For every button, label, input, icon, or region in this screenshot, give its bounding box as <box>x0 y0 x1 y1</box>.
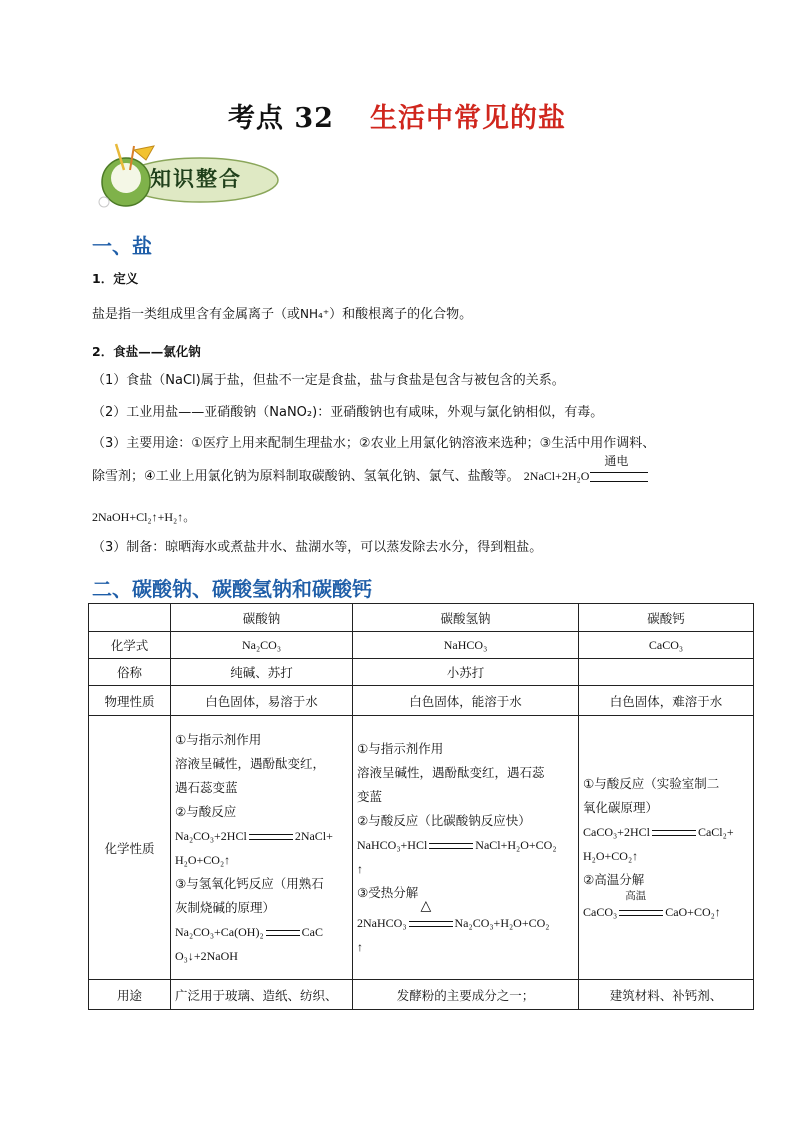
table-header-row <box>89 604 754 632</box>
text-line: ①与指示剂作用 <box>357 740 444 756</box>
high-temp-condition <box>617 889 665 924</box>
table-row <box>89 632 754 659</box>
header-cell <box>89 604 171 632</box>
table-cell: 小苏打 <box>353 659 579 686</box>
electrolysis-condition: 通电 <box>604 453 629 468</box>
salt-line-3b-text: 除雪剂；④工业上用氯化钠为原料制取碳酸钠、氢氧化钠、氯气、盐酸等。 <box>92 469 520 484</box>
text-line: ①与酸反应（实验室制二 <box>583 775 720 791</box>
eq-part: NaCl+H₂O+CO₂ <box>475 837 557 852</box>
text-line: ②高温分解 <box>583 871 645 887</box>
eq-part: NaHCO₃+HCl <box>357 837 428 852</box>
text-line: ③与氢氧化钙反应（用熟石 <box>175 875 324 891</box>
text-line: ②与酸反应（比碳酸钠反应快） <box>357 812 531 828</box>
eq-part: CaCl₂+ <box>697 824 734 839</box>
table-cell: 白色固体，难溶于水 <box>579 686 754 716</box>
title-name: 生活中常见的盐 <box>369 103 566 134</box>
electrolysis-eq-left: 2NaCl+2H₂O <box>523 469 590 483</box>
double-line-equals <box>619 910 663 916</box>
table-row <box>89 659 754 686</box>
eq-part: Na₂CO₃+H₂O+CO₂ <box>454 915 550 930</box>
double-line-equals <box>652 830 696 836</box>
salt-line-3a: （3）主要用途：①医疗上用来配制生理盐水；②农业上用氯化钠溶液来选种；③生活中用作调料、 <box>92 436 656 451</box>
equation-line: H₂O+CO₂↑ <box>175 852 231 867</box>
equation-line <box>583 820 749 844</box>
row-label: 化学式 <box>89 632 171 659</box>
salt-subheading: 2．食盐——氯化钠 <box>92 344 201 359</box>
row-label: 用途 <box>89 980 171 1010</box>
double-line-equals <box>590 453 648 482</box>
condition-label: 高温 <box>625 889 647 902</box>
equation-line <box>175 920 348 944</box>
equation-line: O₃↓+2NaOH <box>175 948 238 963</box>
table-row-chemical <box>89 716 754 980</box>
text-line: 溶液呈碱性，遇酚酞变红， <box>175 755 326 771</box>
double-line-equals <box>266 930 300 936</box>
header-cell: 碳酸钠 <box>171 604 353 632</box>
text-line: ①与指示剂作用 <box>175 731 262 747</box>
equation-line <box>357 897 574 935</box>
table-cell: NaHCO₃ <box>353 632 579 659</box>
eq-part: CaCO₃+2HCl <box>583 824 650 839</box>
table-cell: 白色固体，能溶于水 <box>353 686 579 716</box>
equation-line: ↑ <box>357 939 363 954</box>
eq-part: 2NaHCO₃ <box>357 915 407 930</box>
table-cell: 广泛用于玻璃、造纸、纺织、 <box>171 980 353 1010</box>
table-row <box>89 686 754 716</box>
carbonate-table <box>88 603 754 1010</box>
ammonium-ion: NH₄⁺ <box>300 307 330 321</box>
salt-line-1: （1）食盐（NaCl)属于盐，但盐不一定是食盐，盐与食盐是包含与被包含的关系。 <box>92 373 565 388</box>
heat-triangle-icon: △ <box>420 897 432 914</box>
text-line: ②与酸反应 <box>175 803 237 819</box>
definition-subheading: 1．定义 <box>92 271 139 286</box>
table-cell: Na₂CO₃ <box>171 632 353 659</box>
table-row-uses <box>89 980 754 1010</box>
section2-heading: 二、碳酸钠、碳酸氢钠和碳酸钙 <box>92 577 372 601</box>
heat-condition <box>407 897 455 935</box>
equation-line <box>175 824 348 848</box>
eq-part: 2NaCl+ <box>294 828 333 843</box>
salt-line-2: （2）工业用盐——亚硝酸钠（NaNO₂)：亚硝酸钠也有咸味，外观与氯化钠相似，有毒。 <box>92 405 604 420</box>
definition-text <box>92 304 472 325</box>
eq-part: Na₂CO₃+Ca(OH)₂ <box>175 924 264 939</box>
salt-line-4: （3）制备：晾晒海水或煮盐井水、盐湖水等，可以蒸发除去水分，得到粗盐。 <box>92 540 543 555</box>
header-cell: 碳酸钙 <box>579 604 754 632</box>
eq-part: CaO+CO₂↑ <box>665 904 721 919</box>
header-cell: 碳酸氢钠 <box>353 604 579 632</box>
caco3-chem-cell <box>579 716 754 980</box>
text-line: ③受热分解 <box>357 884 419 900</box>
equation-line <box>357 833 574 857</box>
equation-line: ↑ <box>357 861 363 876</box>
text-line: 灰制烧碱的原理） <box>175 899 276 915</box>
text-line: 变蓝 <box>357 788 383 804</box>
row-label: 俗称 <box>89 659 171 686</box>
table-cell: 白色固体，易溶于水 <box>171 686 353 716</box>
double-line-equals <box>409 921 453 927</box>
salt-line-3b <box>92 453 649 487</box>
electrolysis-eq-right: 2NaOH+Cl₂↑+H₂↑。 <box>92 510 196 524</box>
table-cell: 发酵粉的主要成分之一； <box>353 980 579 1010</box>
badge-label: 知识整合 <box>150 167 242 191</box>
equation-line <box>583 889 749 924</box>
row-label: 物理性质 <box>89 686 171 716</box>
table-cell: 纯碱、苏打 <box>171 659 353 686</box>
na2co3-chem-cell <box>171 716 353 980</box>
text-line: 溶液呈碱性，遇酚酞变红，遇石蕊 <box>357 764 545 780</box>
table-cell: CaCO₃ <box>579 632 754 659</box>
title-prefix: 考点 32 <box>228 103 334 134</box>
text-line: 氧化碳原理） <box>583 799 659 815</box>
eq-part: CaC <box>301 924 323 939</box>
equation-line: H₂O+CO₂↑ <box>583 848 639 863</box>
table-cell: 建筑材料、补钙剂、 <box>579 980 754 1010</box>
row-label: 化学性质 <box>89 716 171 980</box>
definition-pre: 盐是指一类组成里含有金属离子（或 <box>92 307 301 322</box>
page-title <box>0 96 794 135</box>
double-line-equals <box>249 834 293 840</box>
eq-part: CaCO₃ <box>583 904 618 919</box>
double-line-equals <box>429 843 473 849</box>
section1-heading: 一、盐 <box>92 234 152 258</box>
text-line: 遇石蕊变蓝 <box>175 779 238 795</box>
nahco3-chem-cell <box>353 716 579 980</box>
eq-part: Na₂CO₃+2HCl <box>175 828 247 843</box>
table-cell <box>579 659 754 686</box>
definition-post: ）和酸根离子的化合物。 <box>329 307 473 322</box>
